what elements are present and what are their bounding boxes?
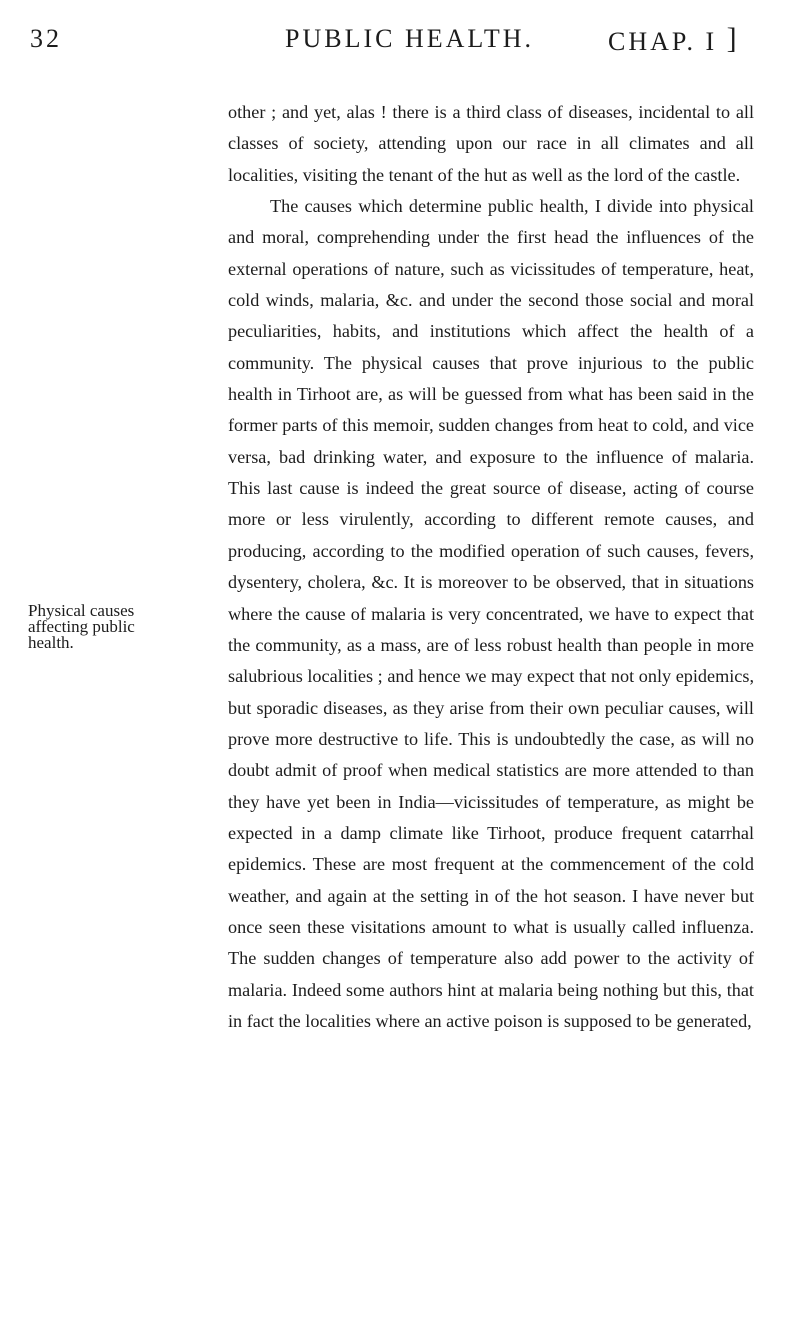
body-text	[228, 97, 754, 1037]
margin-note-line: health.	[28, 633, 74, 652]
chapter-label-text: CHAP. I	[608, 27, 718, 56]
paragraph-continuation: other ; and yet, alas ! there is a third class of diseases, incidental to all classes of society, attending upon our race in all climates and all localities, visiting the tenant of the hut as well as the lord of the castle.	[228, 102, 754, 185]
page-number: 32	[30, 24, 62, 53]
margin-note	[28, 603, 223, 651]
running-title: PUBLIC HEALTH.	[285, 24, 535, 53]
chapter-bracket: ]	[726, 22, 737, 55]
margin-note-line: Physical causes	[28, 601, 135, 620]
paragraph-causes-of-public-health: The causes which determine public health, I divide into physical and moral, comprehending under the first head the influences of the external operations of nature, such as vicissitudes of temperature, heat, cold winds, malaria, &c. and under the second those social and moral peculiarities, habits, and institutions which affect the health of a community. The physical causes that prove injurious to the public health in Tirhoot are, as will be guessed from what has been said in the former parts of this memoir, sudden changes from heat to cold, and vice versa, bad drinking water, and exposure to the influence of malaria. This last cause is indeed the great source of disease, acting of course more or less virulently, according to different remote causes, and producing, according to the modified operation of such causes, fevers, dysentery, cholera, &c. It is moreover to be observed, that in situations where the cause of malaria is very concentrated, we have to expect that the community, as a mass, are of less robust health than people in more salubrious localities ; and hence we may expect that not only epidemics, but sporadic diseases, as they arise from their own peculiar causes, will prove more destructive to life. This is undoubtedly the case, as will no doubt admit of proof when medical statistics are more attended to than they have yet been in India—vicissitudes of temperature, as might be expected in a damp climate like Tirhoot, produce frequent catarrhal epidemics. These are most frequent at the commencement of the cold weather, and again at the setting in of the hot season. I have never but once seen these visitations amount to what is usually called influenza. The sudden changes of temperature also add power to the activity of malaria. Indeed some authors hint at malaria being nothing but this, that in fact the localities where an active poison is supposed to be generated,	[228, 196, 754, 1031]
margin-note-line: affecting public	[28, 617, 135, 636]
chapter-label	[608, 24, 737, 58]
running-head	[30, 24, 750, 64]
